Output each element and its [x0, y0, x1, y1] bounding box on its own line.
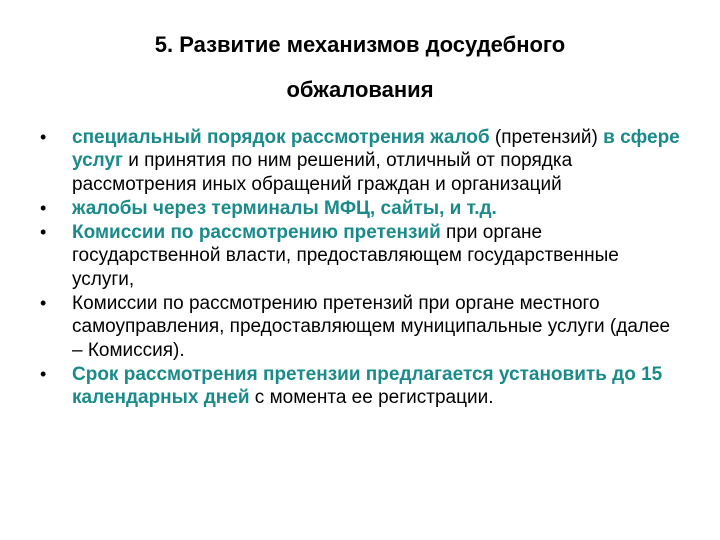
bullet-item-5: [30, 363, 680, 410]
bullet-5-part-1: Срок рассмотрения претензии предлагается установить до 15 календарных дней: [72, 363, 663, 409]
bullet-1-part-3: в сфере услуг: [72, 127, 680, 172]
bullet-5-part-2: с момента ее регистрации.: [249, 387, 494, 409]
bullet-3-part-2: при органе государственной власти, предоставляющем государственные услуги,: [72, 222, 619, 290]
bullet-dot-icon: •: [40, 127, 47, 147]
bullet-dot-icon: •: [40, 197, 47, 218]
bullet-dot-icon: •: [40, 363, 47, 384]
bullet-dot-icon: •: [40, 293, 47, 314]
bullet-dot-icon: •: [40, 222, 47, 243]
bullet-item-3: [30, 221, 680, 291]
bullet-1-part-4: и принятия по ним решений, отличный от порядка рассмотрения иных обращений граждан и организаций: [72, 150, 573, 195]
slide-title-line-1: 5. Развитие механизмов досудебного: [154, 32, 566, 57]
bullet-4-part-1: Комиссии по рассмотрению претензий при органе местного самоуправления, предоставляющем муниципальные услуги (далее – Комиссия).: [72, 293, 671, 361]
bullet-list: [30, 126, 680, 411]
bullet-item-1: [30, 126, 680, 196]
bullet-item-2: [30, 197, 680, 220]
bullet-2-part-1: жалобы через терминалы МФЦ, сайты, и т.д.: [72, 197, 497, 219]
bullet-1-part-2: (претензий): [489, 127, 604, 148]
slide-title-line-2: обжалования: [286, 77, 434, 102]
bullet-item-4: [30, 292, 680, 362]
bullet-3-part-1: Комиссии по рассмотрению претензий: [72, 222, 441, 244]
bullet-1-part-1: специальный порядок рассмотрения жалоб: [72, 127, 490, 148]
